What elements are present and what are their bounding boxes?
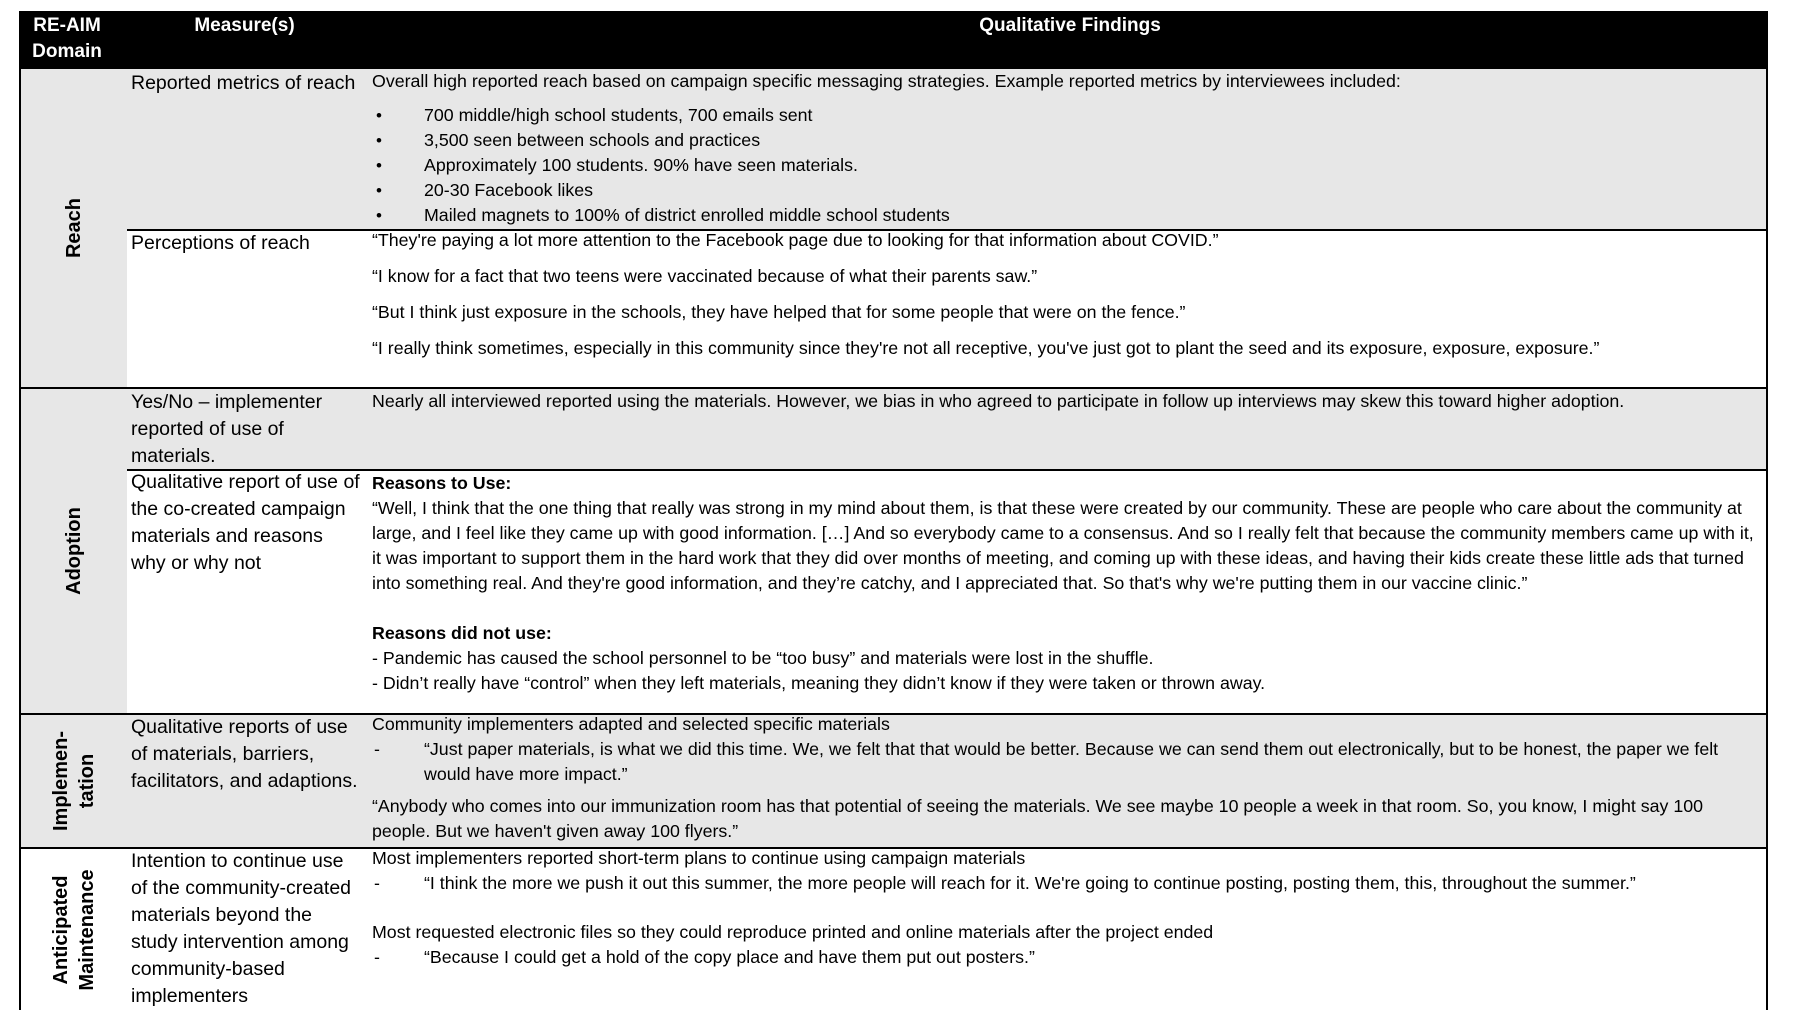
list-item: • 700 middle/high school students, 700 emails sent — [372, 103, 1764, 128]
header-domain: RE-AIM Domain — [32, 15, 102, 62]
reach-metrics-measure: Reported metrics of reach — [131, 72, 356, 94]
quote: “Well, I think that the one thing that really was strong in my mind about them, is that these were created by our community. These are people who care about the community at large, and I feel like they came up with good information. […] And so everybody came to a consensus. And so I really felt that because the community members came up with it, it was important to support them in the hard work that they did over months of meeting, and coming up with these ideas, and having their kids create these little ads that turned into something real. And they're good information, and they’re catchy, and I appreciated that. So that's why we're putting them in our vaccine clinic.” — [372, 498, 1754, 593]
maintenance-intro-1: Most implementers reported short-term plans to continue using campaign materials — [372, 848, 1026, 868]
maintenance-findings — [372, 846, 1764, 970]
bullet-icon: • — [376, 181, 382, 200]
list-item: - Didn’t really have “control” when they left materials, meaning they didn’t know if they were taken or thrown away. — [372, 673, 1266, 693]
maintenance-intro-2: Most requested electronic files so they could reproduce printed and online materials after the project ended — [372, 922, 1214, 942]
adoption-yesno-finding: Nearly all interviewed reported using the materials. However, we bias in who agreed to participate in follow up interviews may skew this toward higher adoption. — [372, 391, 1625, 411]
reach-perceptions-findings — [372, 228, 1764, 361]
maintenance-row — [127, 849, 1766, 1010]
implementation-measure: Qualitative reports of use of materials, barriers, facilitators, and adaptions. — [131, 716, 358, 792]
implementation-findings — [372, 712, 1764, 844]
domain-cell-maintenance — [21, 849, 127, 1010]
dash-icon: - — [374, 873, 380, 893]
header-measures: Measure(s) — [194, 15, 295, 36]
list-item: • 3,500 seen between schools and practices — [372, 128, 1764, 153]
list-item: • Mailed magnets to 100% of district enrolled middle school students — [372, 203, 1764, 228]
domain-cell-reach — [21, 69, 127, 387]
domain-cell-implementation — [21, 715, 127, 847]
quote: “I really think sometimes, especially in this community since they're not all receptive, you've just got to plant the seed and its exposure, exposure, exposure.” — [372, 338, 1600, 358]
table-header — [21, 13, 1766, 69]
quote: “They're paying a lot more attention to the Facebook page due to looking for that information about COVID.” — [372, 230, 1219, 250]
list-item: - “I think the more we push it out this summer, the more people will reach for it. We're going to continue posting, posting them, this, throughout the summer.” — [372, 871, 1764, 896]
adoption-yesno-measure: Yes/No – implementer reported of use of materials. — [131, 391, 323, 467]
maintenance-measure: Intention to continue use of the community-created materials beyond the study intervention among community-based implementers — [131, 850, 352, 1007]
quote: “Anybody who comes into our immunization room has that potential of seeing the materials. We see maybe 10 people a week in that room. So, you know, I might say 100 people. But we haven't given away 100 flyers.” — [372, 796, 1704, 841]
reasons-to-use-heading: Reasons to Use: — [372, 473, 512, 493]
bullet-icon: • — [376, 206, 382, 225]
reach-row-metrics — [127, 69, 1766, 229]
dash-icon: - — [374, 739, 380, 759]
header-findings: Qualitative Findings — [979, 15, 1161, 36]
reach-row-perceptions — [127, 231, 1766, 387]
domain-label-implementation: Implemen- tation — [50, 730, 98, 832]
quote: “But I think just exposure in the schools, they have helped that for some people that were on the fence.” — [372, 302, 1186, 322]
list-item: - “Because I could get a hold of the copy place and have them put out posters.” — [372, 945, 1764, 970]
reach-perceptions-measure: Perceptions of reach — [131, 232, 310, 254]
domain-label-reach: Reach — [63, 197, 85, 259]
list-item: - Pandemic has caused the school personnel to be “too busy” and materials were lost in the shuffle. — [372, 648, 1154, 668]
reaim-table — [19, 11, 1768, 1010]
adoption-qualitative-measure: Qualitative report of use of the co-created campaign materials and reasons why or why not — [131, 471, 360, 574]
domain-cell-adoption — [21, 389, 127, 713]
list-item: • Approximately 100 students. 90% have seen materials. — [372, 153, 1764, 178]
quote: “I know for a fact that two teens were vaccinated because of what their parents saw.” — [372, 266, 1038, 286]
adoption-qualitative-findings — [372, 471, 1764, 696]
reach-metrics-findings — [372, 69, 1764, 228]
list-item: • 20-30 Facebook likes — [372, 178, 1764, 203]
reasons-not-use-heading: Reasons did not use: — [372, 623, 552, 643]
bullet-icon: • — [376, 106, 382, 125]
bullet-icon: • — [376, 156, 382, 175]
adoption-row-yesno — [127, 389, 1766, 469]
list-item: - “Just paper materials, is what we did this time. We, we felt that that would be better. Because we can send them out electronically, but to be honest, the paper we felt would have more impact.” — [374, 739, 1719, 784]
reach-metrics-intro: Overall high reported reach based on campaign specific messaging strategies. Example reported metrics by interviewees included: — [372, 71, 1401, 91]
implementation-row — [127, 715, 1766, 847]
dash-icon: - — [374, 947, 380, 967]
implementation-intro: Community implementers adapted and selected specific materials — [372, 714, 890, 734]
domain-label-adoption: Adoption — [63, 507, 85, 595]
bullet-icon: • — [376, 131, 382, 150]
adoption-row-qualitative — [127, 471, 1766, 713]
domain-label-maintenance: Anticipated Maintenance — [50, 868, 98, 991]
